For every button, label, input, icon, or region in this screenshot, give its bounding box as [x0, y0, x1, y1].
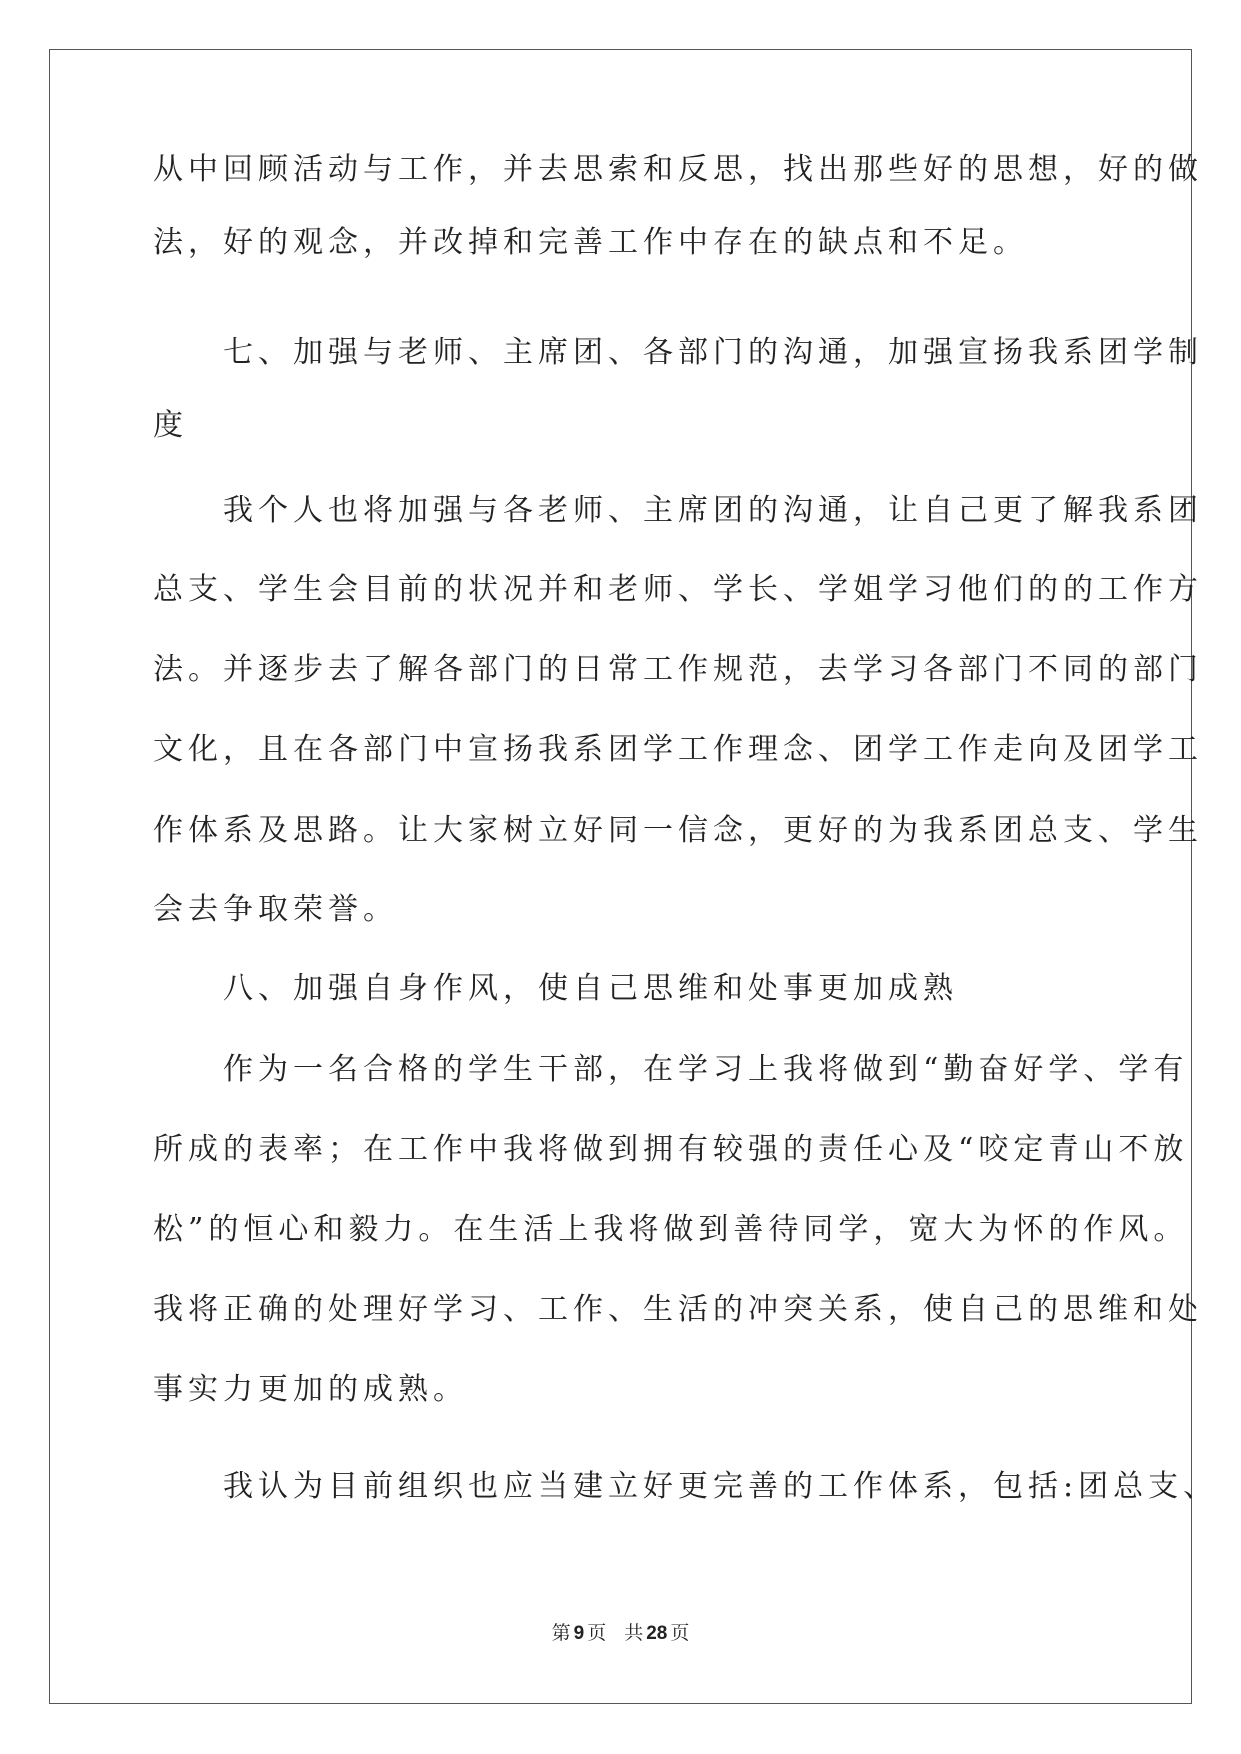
- text-line: 文化，且在各部门中宣扬我系团学工作理念、团学工作走向及团学工: [153, 732, 1203, 767]
- current-page-number: 9: [573, 1623, 585, 1644]
- text-line: 我认为目前组织也应当建立好更完善的工作体系，包括:团总支、: [153, 1469, 1219, 1504]
- text-line: 度: [153, 408, 188, 443]
- text-line: 作为一名合格的学生干部，在学习上我将做到“勤奋好学、学有: [153, 1052, 1189, 1087]
- text-line: 所成的表率；在工作中我将做到拥有较强的责任心及“咬定青山不放: [153, 1132, 1189, 1167]
- footer-total-prefix: 共: [624, 1622, 644, 1644]
- text-line: 我将正确的处理好学习、工作、生活的冲突关系，使自己的思维和处: [153, 1292, 1203, 1327]
- text-line: 七、加强与老师、主席团、各部门的沟通，加强宣扬我系团学制: [153, 335, 1203, 370]
- footer-page-word: 页: [587, 1622, 607, 1644]
- total-page-count: 28: [646, 1623, 668, 1644]
- footer-prefix: 第: [551, 1622, 571, 1644]
- page-footer: [0, 1621, 1241, 1646]
- text-line: 我个人也将加强与各老师、主席团的沟通，让自己更了解我系团: [153, 493, 1203, 528]
- text-line: 从中回顾活动与工作，并去思索和反思，找出那些好的思想，好的做: [153, 152, 1203, 187]
- text-line: 松”的恒心和毅力。在生活上我将做到善待同学，宽大为怀的作风。: [153, 1212, 1189, 1247]
- footer-suffix: 页: [670, 1622, 690, 1644]
- text-line: 作体系及思路。让大家树立好同一信念，更好的为我系团总支、学生: [153, 813, 1203, 848]
- text-line: 法，好的观念，并改掉和完善工作中存在的缺点和不足。: [153, 225, 1028, 260]
- text-line: 事实力更加的成熟。: [153, 1372, 468, 1407]
- text-line: 法。并逐步去了解各部门的日常工作规范，去学习各部门不同的部门: [153, 652, 1203, 687]
- page-border: [49, 49, 1219, 1704]
- text-line: 会去争取荣誉。: [153, 892, 398, 927]
- text-line: 八、加强自身作风，使自己思维和处事更加成熟: [153, 971, 958, 1006]
- text-line: 总支、学生会目前的状况并和老师、学长、学姐学习他们的的工作方: [153, 572, 1203, 607]
